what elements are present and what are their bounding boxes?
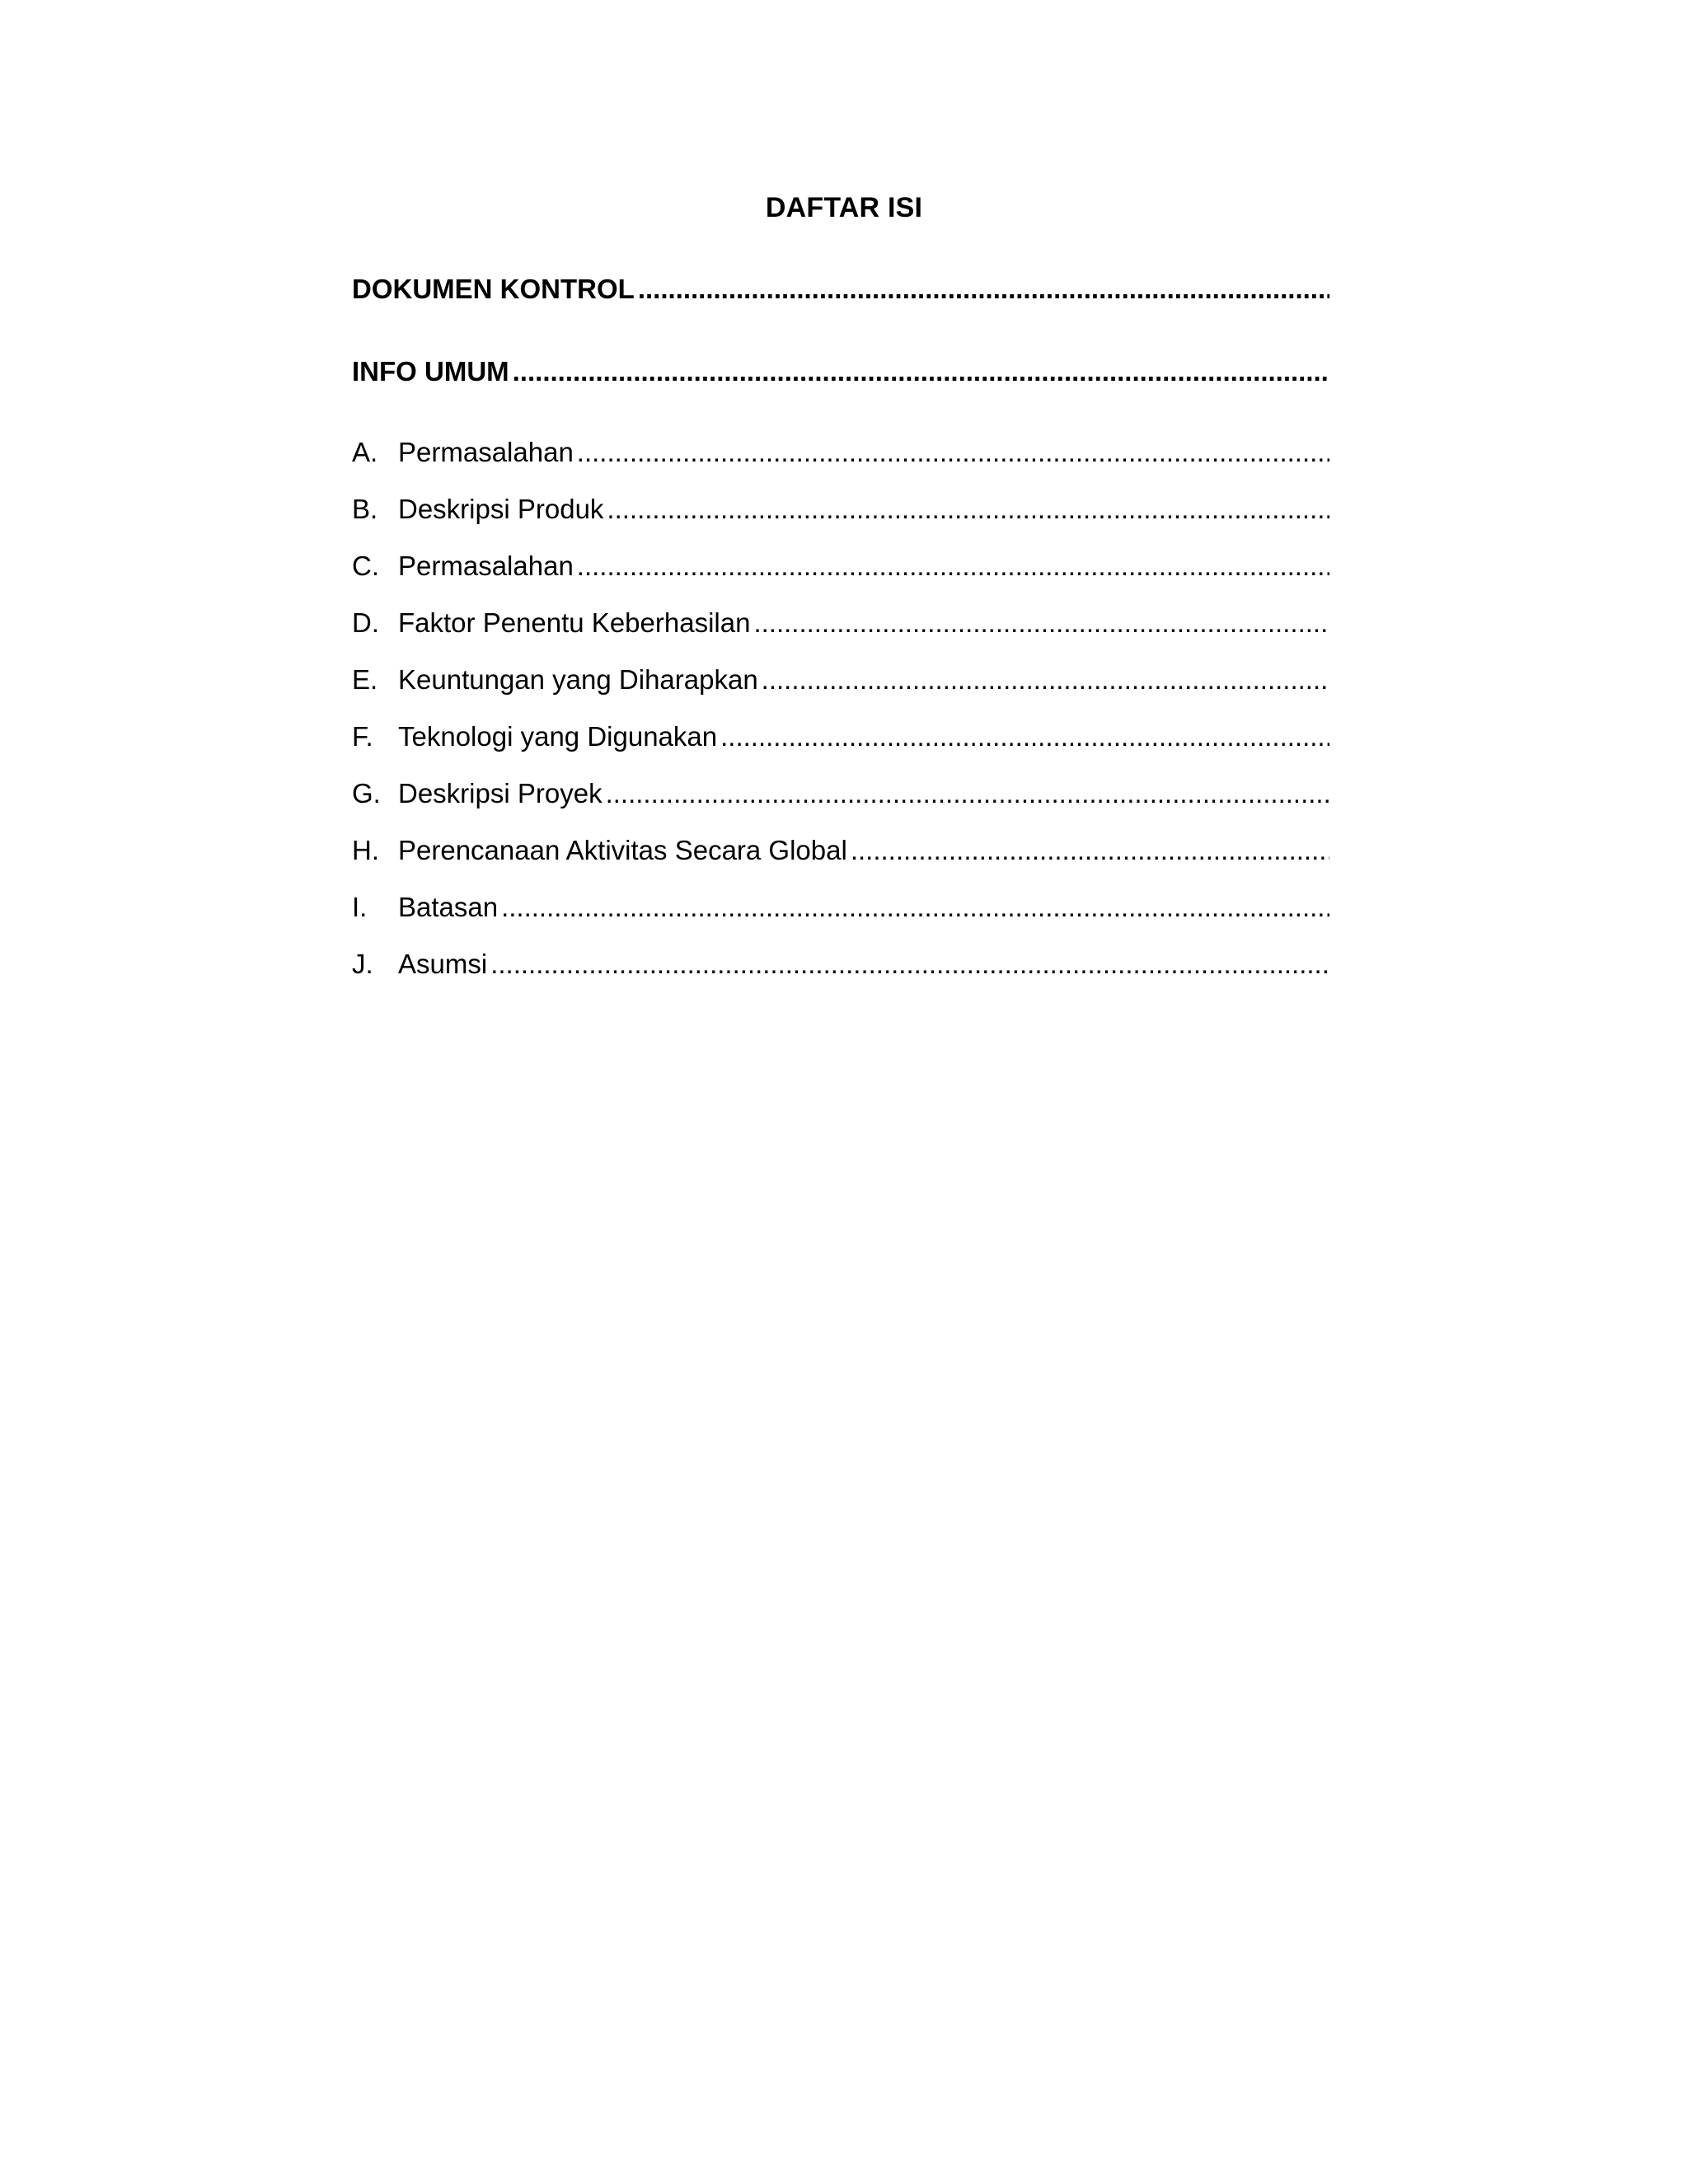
toc-heading-label: DOKUMEN KONTROL	[352, 274, 635, 304]
dot-leader	[513, 353, 1329, 391]
toc-item-letter: B.	[352, 494, 378, 524]
dot-leader	[606, 775, 1329, 813]
toc-item-b[interactable]	[352, 490, 1329, 528]
toc-item-label: Teknologi yang Digunakan	[398, 721, 718, 752]
toc-item-letter: A.	[352, 437, 378, 467]
toc-item-h[interactable]	[352, 832, 1329, 869]
dot-leader	[577, 547, 1329, 585]
dot-leader	[720, 718, 1329, 756]
section-gap	[352, 391, 1329, 434]
toc-item-label: Faktor Penentu Keberhasilan	[398, 607, 751, 638]
toc-item-f[interactable]	[352, 718, 1329, 756]
toc-item-letter: E.	[352, 664, 378, 695]
toc-item-letter: J.	[352, 949, 373, 979]
dot-leader	[851, 832, 1329, 869]
toc-item-letter: C.	[352, 551, 379, 581]
dot-leader	[753, 604, 1329, 642]
toc-item-e[interactable]	[352, 661, 1329, 699]
toc-item-label: Deskripsi Proyek	[398, 778, 603, 808]
toc-item-label: Perencanaan Aktivitas Secara Global	[398, 835, 847, 865]
table-of-contents	[352, 270, 1329, 983]
dot-leader	[501, 888, 1329, 926]
dot-leader	[577, 434, 1329, 471]
toc-item-letter: I.	[352, 892, 368, 922]
toc-item-label: Batasan	[398, 892, 499, 922]
toc-item-letter: H.	[352, 835, 379, 865]
dot-leader	[490, 945, 1329, 983]
toc-item-label: Asumsi	[398, 949, 488, 979]
dot-leader	[762, 661, 1329, 699]
toc-item-letter: G.	[352, 778, 381, 808]
toc-heading-label: INFO UMUM	[352, 356, 509, 387]
toc-item-label: Permasalahan	[398, 437, 574, 467]
toc-item-letter: D.	[352, 607, 379, 638]
toc-item-label: Deskripsi Produk	[398, 494, 604, 524]
dot-leader	[607, 490, 1329, 528]
toc-item-i[interactable]	[352, 888, 1329, 926]
toc-item-label: Permasalahan	[398, 551, 574, 581]
toc-item-j[interactable]	[352, 945, 1329, 983]
toc-item-label: Keuntungan yang Diharapkan	[398, 664, 758, 695]
toc-heading-dokumen-kontrol[interactable]	[352, 270, 1329, 308]
toc-item-d[interactable]	[352, 604, 1329, 642]
toc-item-letter: F.	[352, 721, 373, 752]
toc-item-g[interactable]	[352, 775, 1329, 813]
page-title: DAFTAR ISI	[765, 192, 923, 223]
toc-heading-info-umum[interactable]	[352, 353, 1329, 391]
dot-leader	[638, 270, 1329, 308]
toc-item-c[interactable]	[352, 547, 1329, 585]
toc-item-a[interactable]	[352, 434, 1329, 471]
